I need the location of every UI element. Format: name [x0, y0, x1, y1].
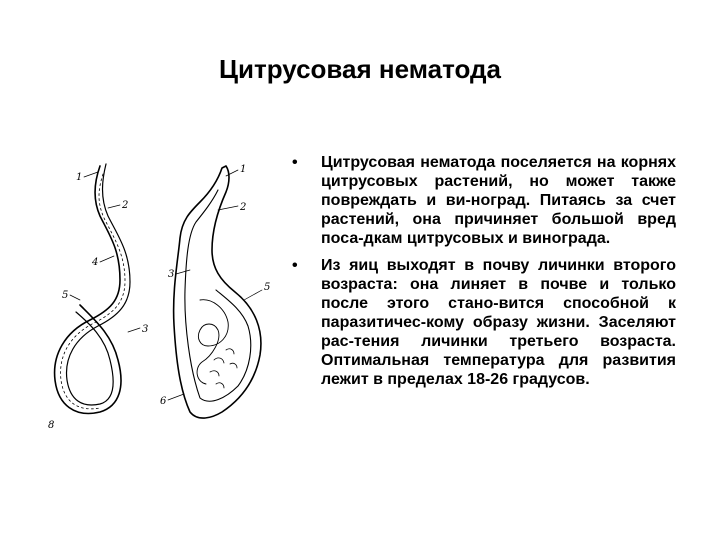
leader-line [128, 328, 140, 332]
leader-line [84, 172, 98, 177]
bullet-text: Цитрусовая нематода поселяется на корнях цитрусовых растений, но может также повреждать и ви-ноград. Питаясь за счет растений, она причиняет большой вред поса-дкам цитрусовых и винограда. [321, 154, 676, 247]
right-label-3: 3 [168, 269, 175, 280]
left-label-1: 1 [76, 172, 83, 183]
leader-line [70, 295, 80, 300]
left-label-4: 4 [92, 257, 99, 268]
leader-line [108, 205, 120, 208]
bullet-item [292, 153, 676, 248]
bullet-text: Из яиц выходят в почву личинки второго возраста: она линяет в почве и только после этого стано-вится способной к паразитичес-кому образу жизни. Заселяют рас-тения личинки третьего возраста. Оптимальная температура для развития лежит в пределах 18-26 градусов. [321, 257, 676, 388]
right-label-6: 6 [160, 396, 167, 407]
female-gonad [197, 300, 228, 384]
left-label-2: 2 [122, 200, 129, 211]
female-inner-wall [185, 190, 251, 401]
larva-internal-canal [61, 174, 125, 409]
leader-line [176, 270, 190, 274]
bullet-list [292, 153, 676, 397]
leader-line [168, 394, 184, 400]
right-label-2: 2 [240, 202, 247, 213]
female-eggs [210, 349, 237, 388]
left-label-8: 8 [48, 420, 55, 431]
bullet-item [292, 256, 676, 389]
leader-line [244, 290, 262, 300]
nematode-illustration [40, 150, 290, 440]
bullet-dot-icon: • [292, 257, 298, 274]
left-label-3: 3 [142, 324, 149, 335]
right-label-1: 1 [240, 164, 247, 175]
bullet-dot-icon: • [292, 154, 298, 171]
right-label-5: 5 [264, 282, 271, 293]
slide-title: Цитрусовая нематода [219, 54, 501, 84]
leader-line [100, 256, 114, 262]
female-outline [174, 166, 261, 418]
left-label-5: 5 [62, 290, 69, 301]
nematode-drawing [40, 150, 290, 440]
